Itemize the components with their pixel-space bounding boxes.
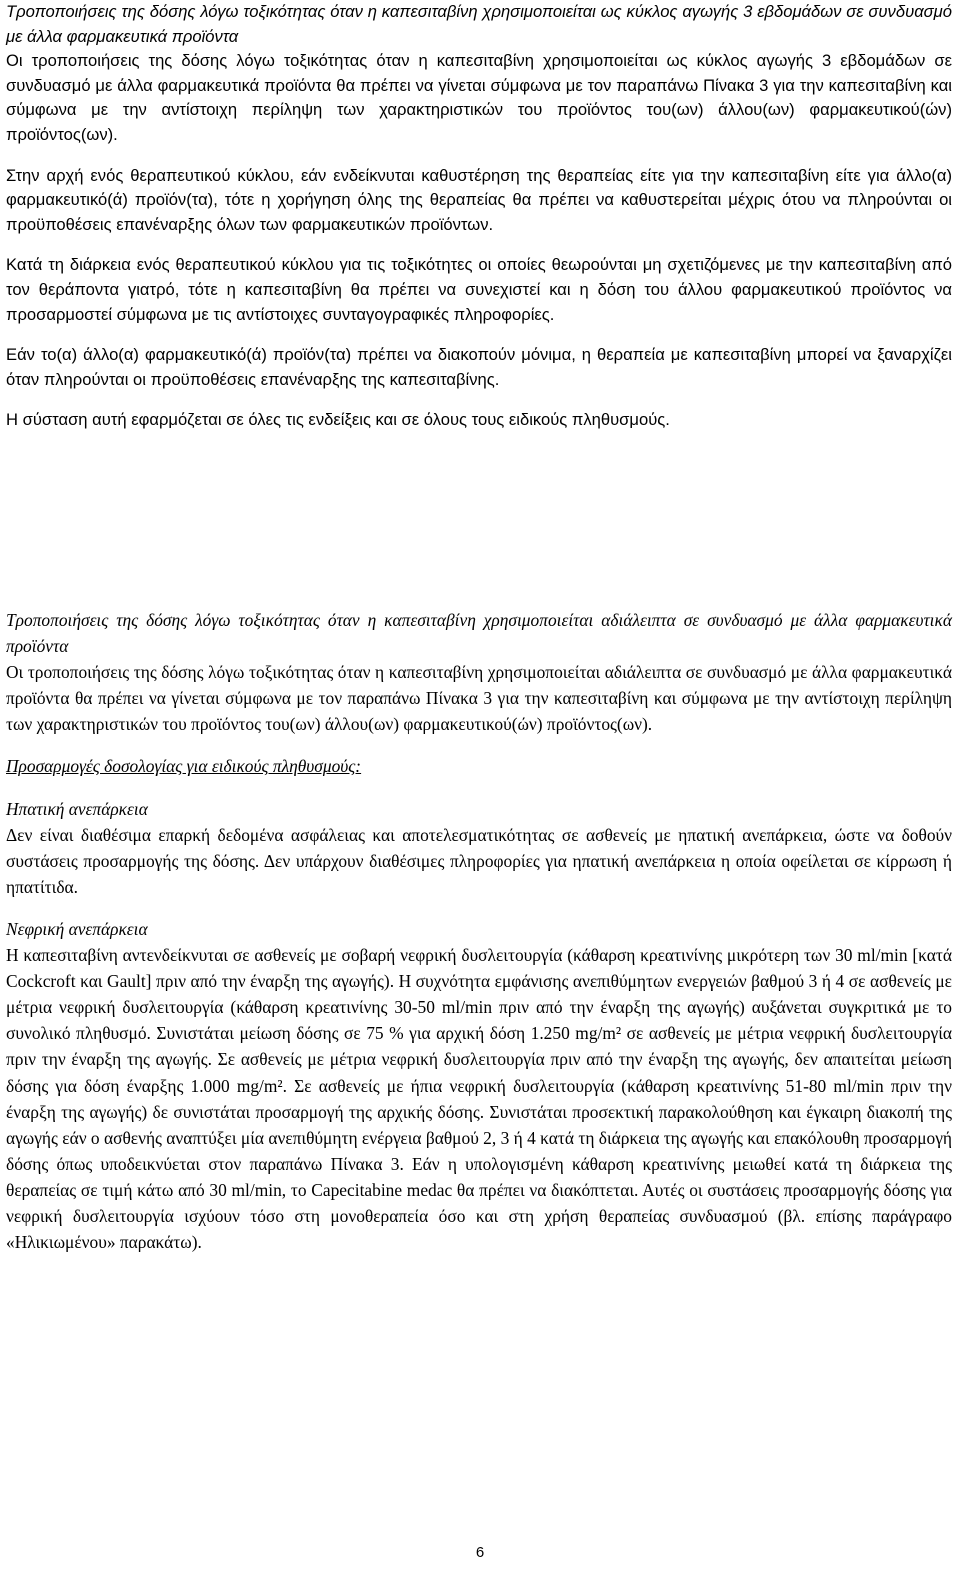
section-block	[6, 607, 952, 737]
section-continuous-combination	[6, 607, 952, 1271]
paragraph: Οι τροποποιήσεις της δόσης λόγω τοξικότητας όταν η καπεσιταβίνη χρησιμοποιείται αδιάλειπτα σε συνδυασμό με άλλα φαρμακευτικά προϊόντα θα πρέπει να γίνεται σύμφωνα με τον παραπάνω Πίνακα 3 για την καπεσιταβίνη και σύμφωνα με την αντίστοιχη περίληψη των χαρακτηριστικών του προϊόντος του(ων) άλλου(ων) φαρμακευτικού(ών) προϊόντος(ων).	[6, 662, 952, 735]
hepatic-heading: Ηπατική ανεπάρκεια	[6, 798, 148, 819]
renal-block	[6, 916, 952, 1255]
section-block	[6, 164, 952, 238]
section-block	[6, 408, 952, 433]
section-3week-combination	[6, 0, 952, 449]
section-block	[6, 343, 952, 392]
document-page	[6, 0, 952, 1582]
renal-text: Η καπεσιταβίνη αντενδείκνυται σε ασθενείς με σοβαρή νεφρική δυσλειτουργία (κάθαρση κρεατινίνης μικρότερη των 30 ml/min [κατά Cockcroft και Gault] πριν από την έναρξη της αγωγής). Η συχνότητα εμφάνισης ανεπιθύμητων ενεργειών βαθμού 3 ή 4 σε ασθενείς με μέτρια νεφρική δυσλειτουργία (κάθαρση κρεατινίνης 30-50 ml/min πριν από την έναρξη της αγωγής) αυξάνεται συγκριτικά με το συνολικό πληθυσμό. Συνιστάται μείωση δόσης σε 75 % για αρχική δόση 1.250 mg/m² σε ασθενείς με μέτρια νεφρική δυσλειτουργία πριν την έναρξη της αγωγής. Σε ασθενείς με μέτρια νεφρική δυσλειτουργία πριν από την έναρξη της αγωγής, δεν απαιτείται μείωση δόσης για δόση έναρξης 1.000 mg/m². Σε ασθενείς με ήπια νεφρική δυσλειτουργία (κάθαρση κρεατινίνης 51-80 ml/min πριν την έναρξη της αγωγής) δε συνιστάται προσαρμογή της αρχικής δόσης. Συνιστάται προσεκτική παρακολούθηση και έγκαιρη διακοπή της αγωγής εάν ο ασθενής αναπτύξει μία ανεπιθύμητη ενέργεια βαθμού 2, 3 ή 4 κατά τη διάρκεια της αγωγής και επακόλουθη προσαρμογή δόσης όπως υποδεικνύεται στον παραπάνω Πίνακα 3. Εάν η υπολογισμένη κάθαρση κρεατινίνης μειωθεί κατά τη διάρκεια της θεραπείας σε τιμή κάτω από 30 ml/min, το Capecitabine medac θα πρέπει να διακόπτεται. Αυτές οι συστάσεις προσαρμογής δόσης για νεφρική δυσλειτουργία ισχύουν τόσο στη μονοθεραπεία όσο και στη χρήση θεραπείας συνδυασμού (βλ. επίσης παράγραφο «Ηλικιωμένου» παρακάτω).	[6, 945, 952, 1253]
paragraph: Στην αρχή ενός θεραπευτικού κύκλου, εάν ενδείκνυται καθυστέρηση της θεραπείας είτε για την καπεσιταβίνη είτε για άλλο(α) φαρμακευτικό(ά) προϊόν(τα), τότε η χορήγηση όλης της θεραπείας θα πρέπει να καθυστερείται μέχρις ότου να πληρούνται οι προϋποθέσεις επανέναρξης όλων των φαρμακευτικών προϊόντων.	[6, 165, 952, 234]
section-block	[6, 253, 952, 327]
paragraph: Η σύσταση αυτή εφαρμόζεται σε όλες τις ενδείξεις και σε όλους τους ειδικούς πληθυσμούς.	[6, 410, 670, 430]
paragraph: Οι τροποποιήσεις της δόσης λόγω τοξικότητας όταν η καπεσιταβίνη χρησιμοποιείται ως κύκλος αγωγής 3 εβδομάδων σε συνδυασμό με άλλα φαρμακευτικά προϊόντα θα πρέπει να γίνεται σύμφωνα με τον παραπάνω Πίνακα 3 για την καπεσιταβίνη και σύμφωνα με την αντίστοιχη περίληψη των χαρακτηριστικών του προϊόντος του(ων) άλλου(ων) φαρμακευτικού(ών) προϊόντος(ων).	[6, 51, 952, 144]
section-heading: Τροποποιήσεις της δόσης λόγω τοξικότητας όταν η καπεσιταβίνη χρησιμοποιείται ως κύκλος αγωγής 3 εβδομάδων σε συνδυασμό με άλλα φαρμακευτικά προϊόντα	[6, 2, 952, 46]
hepatic-block	[6, 796, 952, 900]
section-heading: Τροποποιήσεις της δόσης λόγω τοξικότητας όταν η καπεσιταβίνη χρησιμοποιείται αδιάλειπτα σε συνδυασμό με άλλα φαρμακευτικά προϊόντα	[6, 610, 952, 657]
special-populations-block	[6, 753, 952, 779]
renal-heading: Νεφρική ανεπάρκεια	[6, 918, 148, 939]
paragraph: Εάν το(α) άλλο(α) φαρμακευτικό(ά) προϊόν(τα) πρέπει να διακοπούν μόνιμα, η θεραπεία με καπεσιταβίνη μπορεί να ξαναρχίζει όταν πληρούνται οι προϋποθέσεις επανέναρξης της καπεσιταβίνης.	[6, 345, 952, 389]
paragraph: Κατά τη διάρκεια ενός θεραπευτικού κύκλου για τις τοξικότητες οι οποίες θεωρούνται μη σχετιζόμενες με την καπεσιταβίνη από τον θεράποντα γιατρό, τότε η καπεσιταβίνη θα πρέπει να συνεχιστεί και η δόση του άλλου φαρμακευτικού προϊόντος να προσαρμοστεί σύμφωνα με τις αντίστοιχες συνταγογραφικές πληροφορίες.	[6, 255, 952, 324]
hepatic-text: Δεν είναι διαθέσιμα επαρκή δεδομένα ασφάλειας και αποτελεσματικότητας σε ασθενείς με ηπατική ανεπάρκεια, ώστε να δοθούν συστάσεις προσαρμογής της δόσης. Δεν υπάρχουν διαθέσιμες πληροφορίες για ηπατική ανεπάρκεια η οποία οφείλεται σε κίρρωση ή ηπατίτιδα.	[6, 824, 952, 897]
special-populations-heading: Προσαρμογές δοσολογίας για ειδικούς πληθυσμούς:	[6, 756, 362, 777]
section-block	[6, 0, 952, 148]
page-number: 6	[475, 1544, 485, 1561]
